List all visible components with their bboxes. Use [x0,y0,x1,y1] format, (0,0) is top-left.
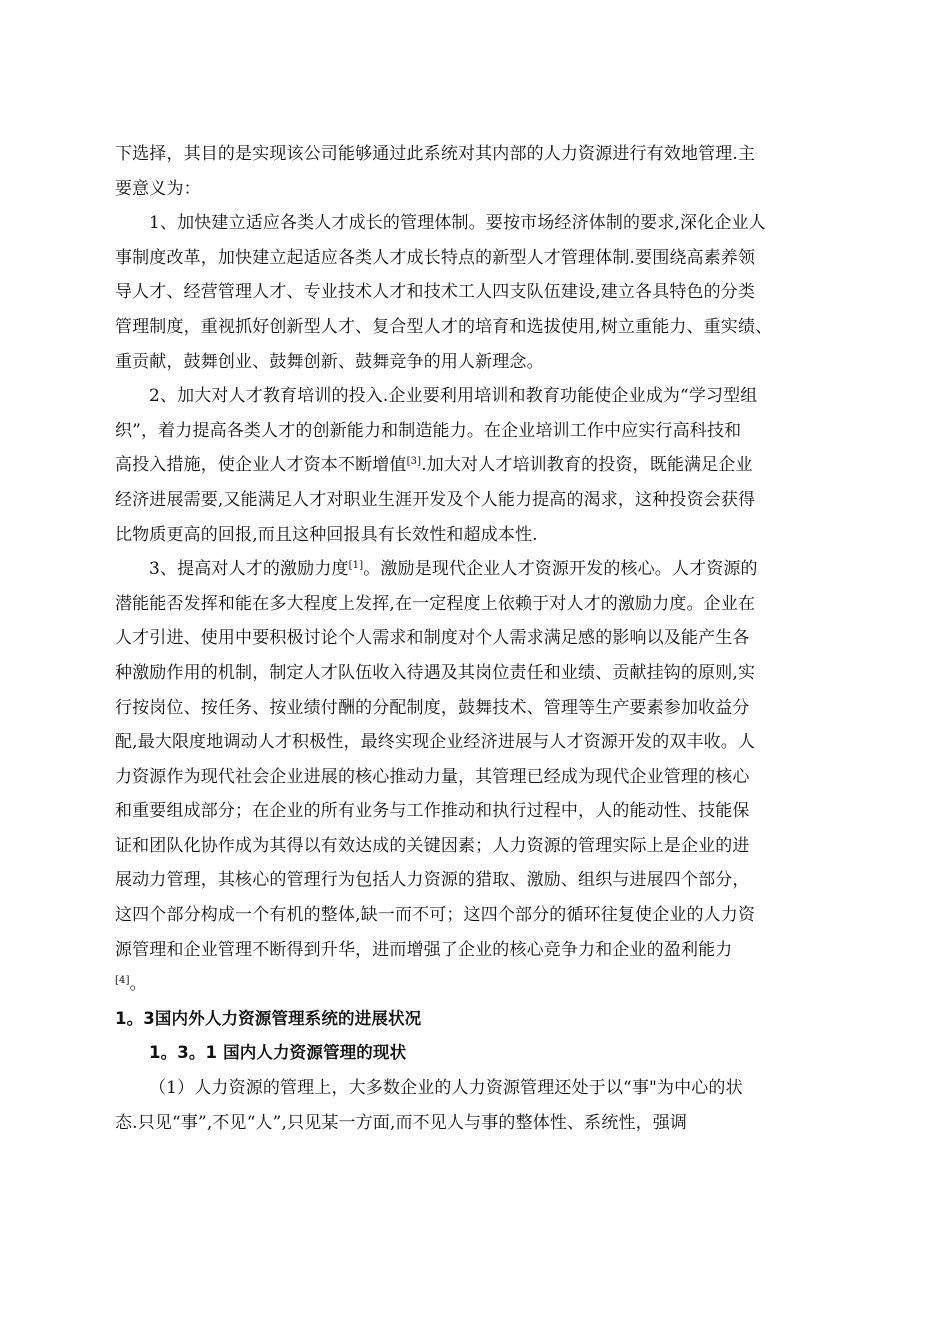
paragraph-line: 源管理和企业管理不断得到升华，进而增强了企业的核心竞争力和企业的盈利能力 [115,939,733,960]
paragraph-line: 潜能能否发挥和能在多大程度上发挥,在一定程度上依赖于对人才的激励力度。企业在 [115,593,756,614]
subsection-heading: 1。3。1 国内人力资源管理的现状 [149,1043,407,1063]
paragraph-line: 重贡献，鼓舞创业、鼓舞创新、鼓舞竞争的用人新理念。 [115,351,544,372]
line-text: .加大对人才培训教育的投资，既能满足企业 [421,455,753,476]
paragraph-line: 织”，着力提高各类人才的创新能力和制造能力。在企业培训工作中应实行高科技和 [115,420,742,441]
paragraph-line: 人才引进、使用中要积极讨论个人需求和制度对个人需求满足感的影响以及能产生各 [115,628,750,649]
paragraph-line: 态.只见“事”,不见“人”,只见某一方面,而不见人与事的整体性、系统性，强调 [115,1112,688,1133]
paragraph-line: 这四个部分构成一个有机的整体,缺一而不可；这四个部分的循环往复使企业的人力资 [115,905,756,926]
paragraph-line: 配,最大限度地调动人才积极性，最终实现企业经济进展与人才资源开发的双丰收。人 [115,732,756,753]
paragraph-line: 比物质更高的回报,而且这种回报具有长效性和超成本性. [115,524,538,545]
paragraph-line: 事制度改革，加快建立起适应各类人才成长特点的新型人才管理体制.要围绕高素养领 [115,247,756,268]
list-item-2-line: 2、加大对人才教育培训的投入.企业要利用培训和教育功能使企业成为“学习型组 [149,386,758,407]
paragraph-line: 经济进展需要,又能满足人才对职业生涯开发及个人能力提高的渴求，这种投资会获得 [115,489,756,510]
list-item-1-line: 1、加快建立适应各类人才成长的管理体制。要按市场经济体制的要求,深化企业人 [149,213,766,234]
paragraph-line: 和重要组成部分；在企业的所有业务与工作推动和执行过程中，人的能动性、技能保 [115,801,750,822]
paragraph-line [115,448,845,483]
document-body [115,137,845,1140]
citation-1: [1] [348,560,364,572]
paragraph-line: 管理制度，重视抓好创新型人才、复合型人才的培育和选拔使用,树立重能力、重实绩、 [115,316,773,337]
paragraph-line: 种激励作用的机制，制定人才队伍收入待遇及其岗位责任和业绩、贡献挂钩的原则,实 [115,662,756,683]
line-text: 高投入措施，使企业人才资本不断增值 [115,455,407,476]
list-item-3-line [115,552,845,587]
line-text: 3、提高对人才的激励力度 [149,559,349,580]
line-text: 。 [129,974,147,995]
paragraph-line: 展动力管理，其核心的管理行为包括人力资源的猎取、激励、组织与进展四个部分， [115,870,750,891]
paragraph-line: 行按岗位、按任务、按业绩付酬的分配制度，鼓舞技术、管理等生产要素参加收益分 [115,697,750,718]
paragraph-line: 要意义为： [115,178,201,199]
paragraph-line: （1）人力资源的管理上，大多数企业的人力资源管理还处于以“事"为中心的状 [149,1078,743,1099]
paragraph-line: 证和团队化协作成为其得以有效达成的关键因素；人力资源的管理实际上是企业的进 [115,835,750,856]
line-text: 。激励是现代企业人才资源开发的核心。人才资源的 [363,559,758,580]
citation-3: [3] [406,456,422,468]
section-heading: 1。3国内外人力资源管理系统的进展状况 [115,1008,422,1028]
paragraph-line: 导人才、经营管理人才、专业技术人才和技术工人四支队伍建设,建立各具特色的分类 [115,282,756,303]
citation-4: [4] [115,975,130,987]
paragraph-line: 力资源作为现代社会企业进展的核心推动力量，其管理已经成为现代企业管理的核心 [115,766,750,787]
paragraph-line [115,967,845,1002]
paragraph-line: 下选择，其目的是实现该公司能够通过此系统对其内部的人力资源进行有效地管理.主 [115,144,756,164]
